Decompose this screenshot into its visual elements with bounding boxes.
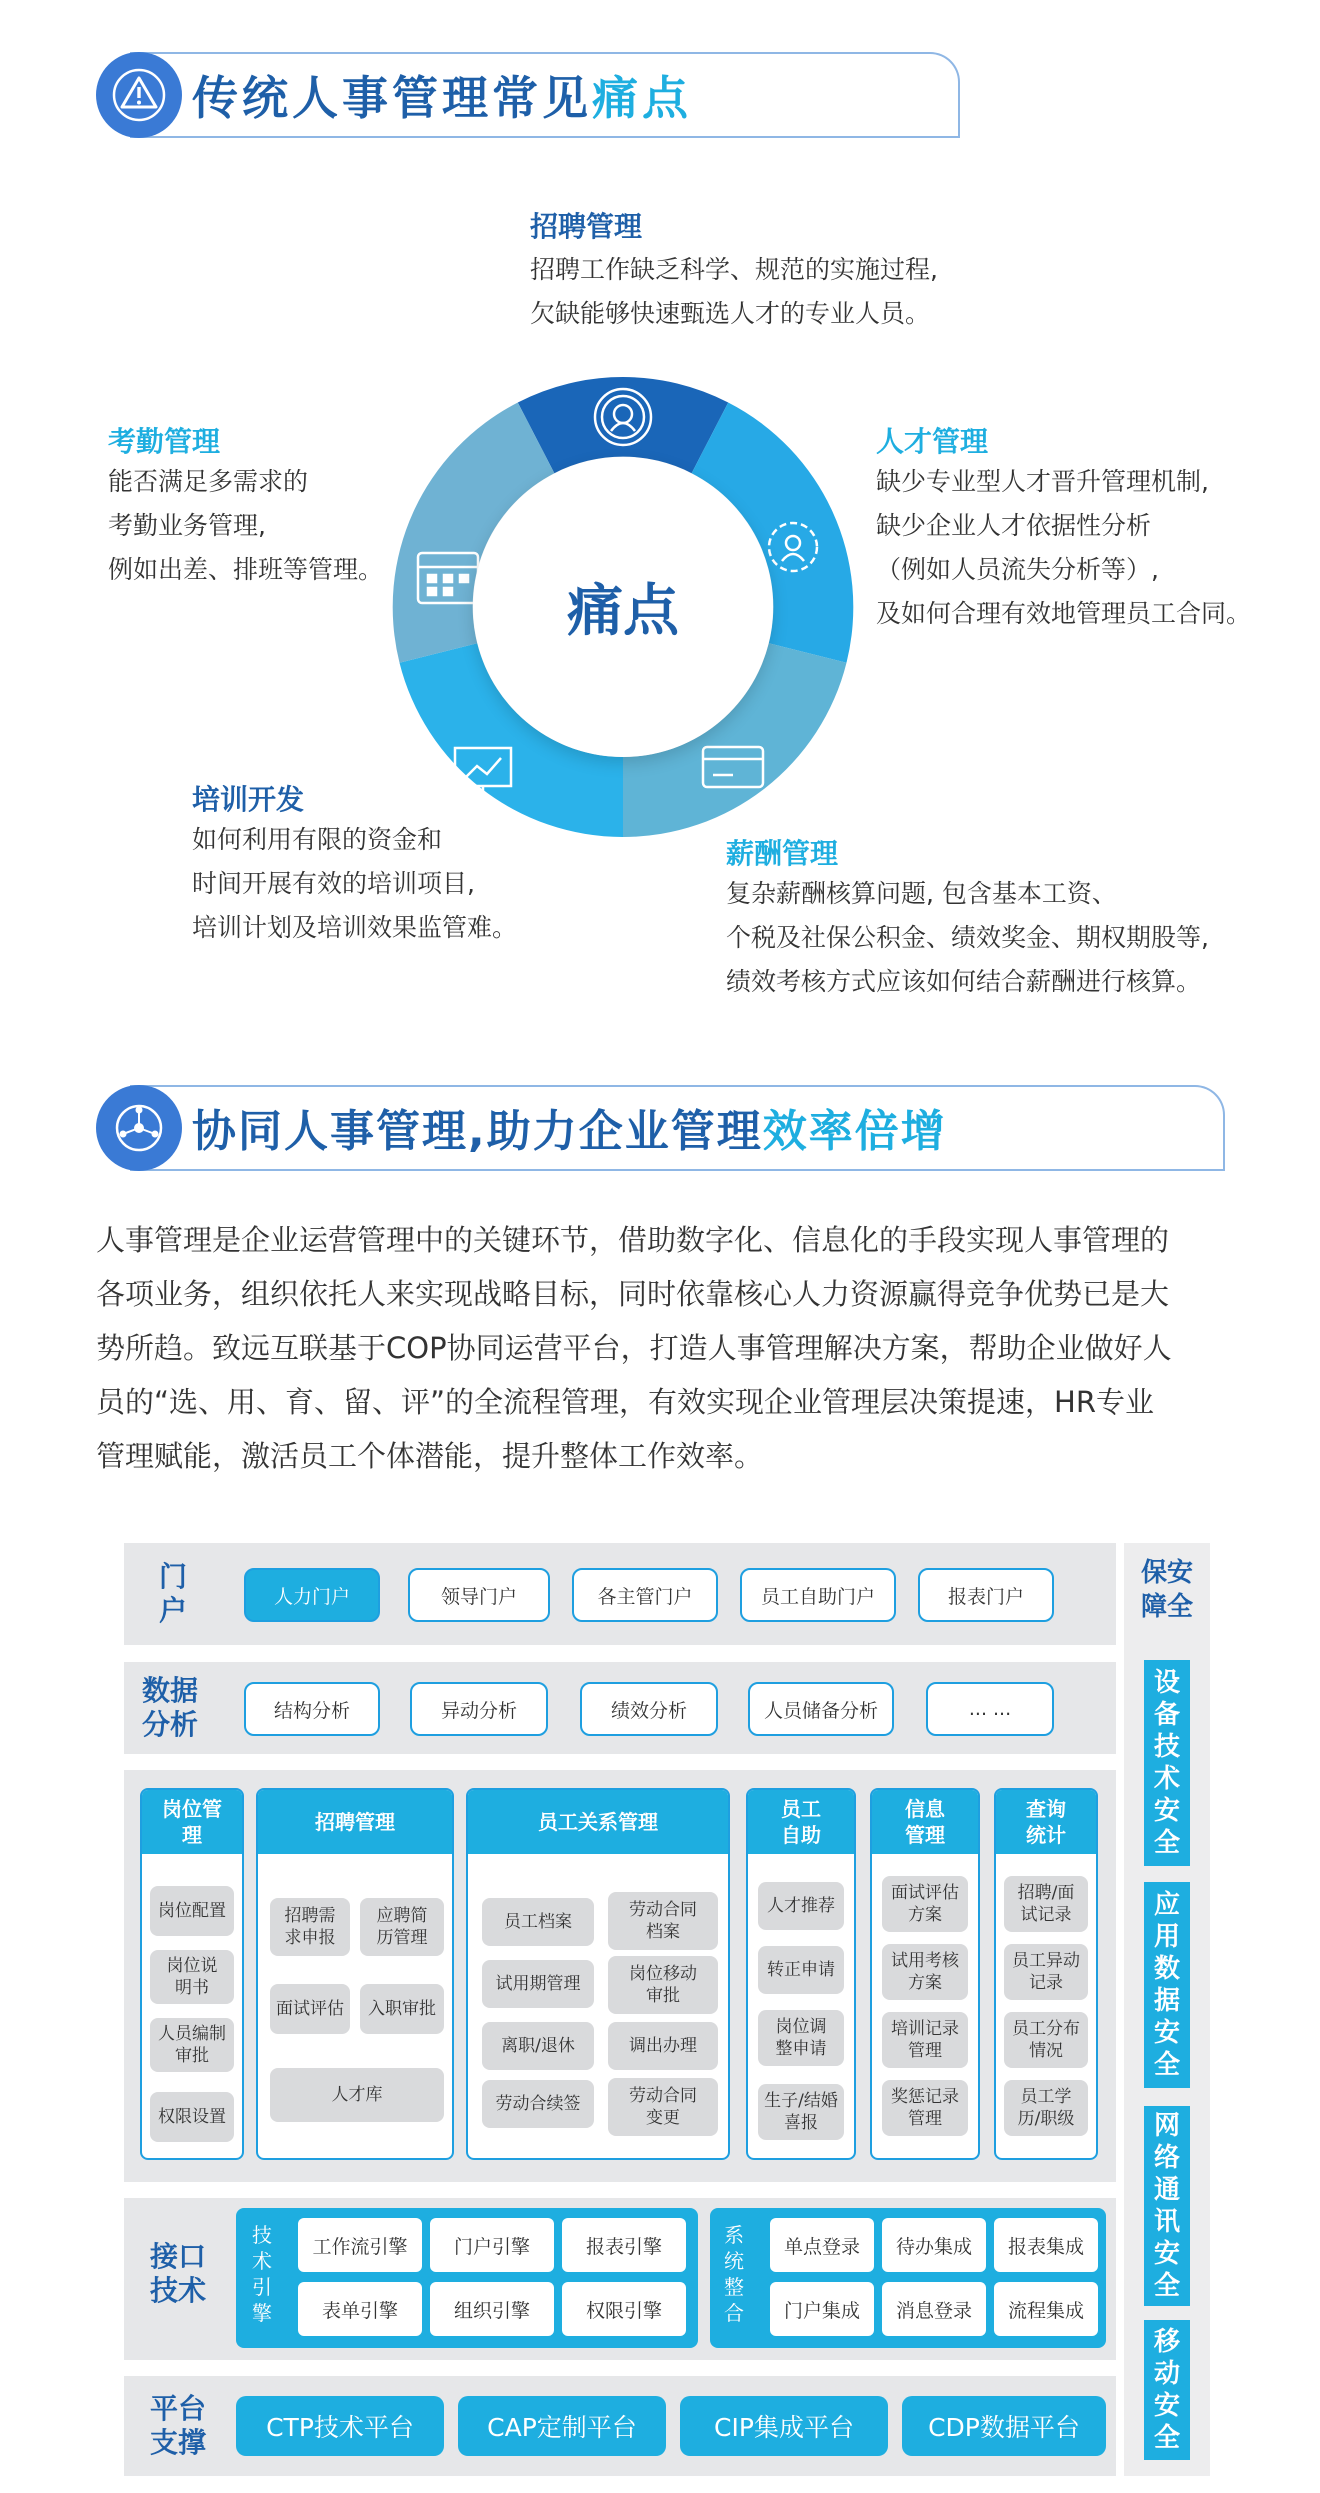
talent-line: 缺少专业型人才晋升管理机制, [876, 467, 1209, 496]
integration-item[interactable]: 待办集成 [882, 2218, 986, 2272]
recruit-item[interactable]: 招聘需求申报 [270, 1898, 350, 1956]
training-title: 培训开发 [192, 783, 305, 816]
platform-ctp[interactable]: CTP技术平台 [236, 2396, 444, 2456]
recruit-item[interactable]: 入职审批 [360, 1984, 444, 2034]
query-item[interactable]: 员工异动记录 [1004, 1944, 1088, 2000]
recruit-item[interactable]: 面试评估 [270, 1984, 350, 2034]
talent-title: 人才管理 [876, 425, 989, 458]
relation-item[interactable]: 试用期管理 [482, 1960, 594, 2008]
security-mobile[interactable]: 移动安全 [1144, 2320, 1190, 2460]
security-network[interactable]: 网络通讯安全 [1144, 2106, 1190, 2306]
section1-title: 传统人事管理常见痛点 [192, 71, 692, 125]
recruit-item[interactable]: 人才库 [270, 2068, 444, 2122]
intro-line: 管理赋能，激活员工个体潜能，提升整体工作效率。 [96, 1439, 764, 1473]
salary-line: 绩效考核方式应该如何结合薪酬进行核算。 [726, 967, 1202, 996]
attendance-line: 例如出差、排班等管理。 [108, 555, 384, 584]
recruit-title: 招聘管理 [530, 210, 643, 243]
analysis-change[interactable]: 异动分析 [410, 1682, 548, 1736]
engine-item[interactable]: 表单引擎 [298, 2282, 422, 2336]
relation-item[interactable]: 离职/退休 [482, 2022, 594, 2070]
training-line: 时间开展有效的培训项目, [192, 869, 475, 898]
training-line: 如何利用有限的资金和 [192, 825, 443, 854]
intro-line: 各项业务，组织依托人来实现战略目标，同时依靠核心人力资源赢得竞争优势已是大 [96, 1277, 1170, 1311]
module-position-title: 岗位管理 [142, 1790, 242, 1854]
analysis-label: 数据分析 [141, 1674, 198, 1741]
info-item[interactable]: 培训记录管理 [882, 2012, 968, 2068]
analysis-reserve[interactable]: 人员储备分析 [748, 1682, 894, 1736]
portal-manager[interactable]: 各主管门户 [572, 1568, 718, 1622]
network-icon [111, 1100, 167, 1156]
attendance-line: 能否满足多需求的 [108, 467, 309, 496]
engine-item[interactable]: 组织引擎 [430, 2282, 554, 2336]
talent-line: 及如何合理有效地管理员工合同。 [876, 599, 1252, 628]
relation-item[interactable]: 劳动合同变更 [608, 2078, 718, 2136]
info-item[interactable]: 面试评估方案 [882, 1876, 968, 1932]
intro-line: 势所趋。致远互联基于COP协同运营平台，打造人事管理解决方案，帮助企业做好人 [96, 1331, 1172, 1365]
security-label: 保安障全 [1140, 1558, 1193, 1622]
position-item[interactable]: 岗位配置 [150, 1886, 234, 1936]
relation-item[interactable]: 调出办理 [608, 2022, 718, 2070]
integration-item[interactable]: 流程集成 [994, 2282, 1098, 2336]
section2-icon [96, 1085, 182, 1171]
salary-line: 个税及社保公积金、绩效奖金、期权期股等, [726, 923, 1209, 952]
warning-icon [111, 67, 167, 123]
position-item[interactable]: 权限设置 [150, 2092, 234, 2142]
query-item[interactable]: 员工分布情况 [1004, 2012, 1088, 2068]
engine-item[interactable]: 权限引擎 [562, 2282, 686, 2336]
talent-line: （例如人员流失分析等）, [876, 555, 1159, 584]
attendance-line: 考勤业务管理, [108, 511, 266, 540]
security-app-data[interactable]: 应用数据安全 [1144, 1882, 1190, 2088]
integration-label: 系统整合 [724, 2223, 744, 2325]
relation-item[interactable]: 劳动合同档案 [608, 1892, 718, 1950]
platform-cip[interactable]: CIP集成平台 [680, 2396, 888, 2456]
query-item[interactable]: 员工学历/职级 [1004, 2080, 1088, 2136]
module-recruit-title: 招聘管理 [258, 1790, 452, 1854]
engine-item[interactable]: 门户引擎 [430, 2218, 554, 2272]
portal-hr[interactable]: 人力门户 [244, 1568, 380, 1622]
relation-item[interactable]: 岗位移动审批 [608, 1956, 718, 2014]
self-item[interactable]: 岗位调整申请 [758, 2010, 844, 2066]
training-line: 培训计划及培训效果监管难。 [192, 913, 518, 942]
platform-cap[interactable]: CAP定制平台 [458, 2396, 666, 2456]
engine-item[interactable]: 报表引擎 [562, 2218, 686, 2272]
section1-icon [96, 52, 182, 138]
analysis-performance[interactable]: 绩效分析 [580, 1682, 718, 1736]
interface-label: 接口技术 [149, 2240, 206, 2307]
portal-self[interactable]: 员工自助门户 [740, 1568, 896, 1622]
salary-line: 复杂薪酬核算问题, 包含基本工资、 [726, 879, 1117, 908]
module-query-title: 查询统计 [996, 1790, 1096, 1854]
self-item[interactable]: 转正申请 [758, 1946, 844, 1994]
platform-label: 平台支撑 [149, 2392, 206, 2459]
engine-item[interactable]: 工作流引擎 [298, 2218, 422, 2272]
analysis-more[interactable]: ... ... [926, 1682, 1054, 1736]
platform-cdp[interactable]: CDP数据平台 [902, 2396, 1106, 2456]
intro-line: 人事管理是企业运营管理中的关键环节，借助数字化、信息化的手段实现人事管理的 [96, 1223, 1170, 1257]
recruit-item[interactable]: 应聘简历管理 [360, 1898, 444, 1956]
module-info-title: 信息管理 [872, 1790, 978, 1854]
position-item[interactable]: 岗位说明书 [150, 1950, 234, 2004]
self-item[interactable]: 生子/结婚喜报 [758, 2084, 844, 2140]
ring-center: 痛点 [473, 457, 773, 757]
portal-label: 门户 [158, 1560, 187, 1627]
integration-item[interactable]: 门户集成 [770, 2282, 874, 2336]
portal-report[interactable]: 报表门户 [918, 1568, 1054, 1622]
attendance-title: 考勤管理 [108, 425, 221, 458]
section2-title: 协同人事管理,助力企业管理效率倍增 [192, 1106, 947, 1157]
info-item[interactable]: 奖惩记录管理 [882, 2080, 968, 2136]
integration-item[interactable]: 单点登录 [770, 2218, 874, 2272]
module-relation-title: 员工关系管理 [468, 1790, 728, 1854]
intro-line: 员的“选、用、育、留、评”的全流程管理，有效实现企业管理层决策提速，HR专业 [96, 1385, 1155, 1419]
security-device[interactable]: 设备技术安全 [1144, 1660, 1190, 1866]
talent-line: 缺少企业人才依据性分析 [876, 511, 1152, 540]
integration-item[interactable]: 报表集成 [994, 2218, 1098, 2272]
query-item[interactable]: 招聘/面试记录 [1004, 1876, 1088, 1932]
recruit-line: 招聘工作缺乏科学、规范的实施过程, [530, 255, 938, 284]
module-self-title: 员工自助 [748, 1790, 854, 1854]
portal-leader[interactable]: 领导门户 [408, 1568, 550, 1622]
integration-item[interactable]: 消息登录 [882, 2282, 986, 2336]
analysis-structure[interactable]: 结构分析 [244, 1682, 380, 1736]
relation-item[interactable]: 劳动合续签 [482, 2080, 594, 2128]
self-item[interactable]: 人才推荐 [758, 1882, 844, 1930]
salary-title: 薪酬管理 [726, 837, 839, 870]
engine-label: 技术引擎 [252, 2223, 272, 2325]
recruit-line: 欠缺能够快速甄选人才的专业人员。 [530, 299, 931, 328]
position-item[interactable]: 人员编制审批 [150, 2018, 234, 2072]
relation-item[interactable]: 员工档案 [482, 1898, 594, 1946]
info-item[interactable]: 试用考核方案 [882, 1944, 968, 2000]
